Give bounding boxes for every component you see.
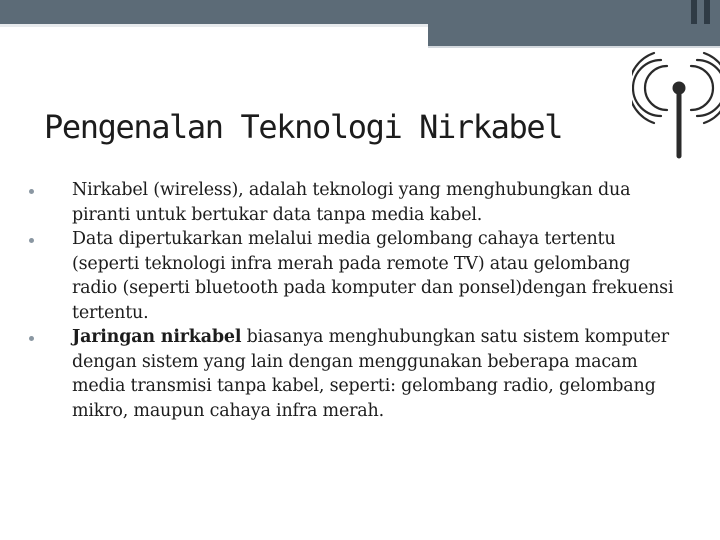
slide-title: Pengenalan Teknologi Nirkabel [44,108,563,146]
header-bar-right [428,0,720,46]
bullet-item [26,227,676,325]
bullet-text: biasanya menghubungkan satu sistem komputer dengan sistem yang lain dengan menggunakan beberapa macam media transmisi tanpa kabel, seperti: gelombang radio, gelombang mikro, maupun cahaya infra merah. [72,327,669,421]
bullet-item [26,178,676,227]
bullet-marker [29,336,34,341]
bullet-item [26,325,676,423]
header-stripe [704,0,710,24]
bullet-text: Data dipertukarkan melalui media gelombang cahaya tertentu (seperti teknologi infra merah pada remote TV) atau gelombang radio (seperti bluetooth pada komputer dan ponsel)dengan frekuensi tertentu. [72,229,674,323]
bullet-text: Nirkabel (wireless), adalah teknologi yang menghubungkan dua piranti untuk bertukar data tanpa media kabel. [72,180,631,225]
bullet-list [26,178,676,423]
bullet-marker [29,238,34,243]
wireless-antenna-icon [632,50,720,160]
bullet-marker [29,189,34,194]
header-stripe [691,0,697,24]
header-right-rule [428,46,720,48]
bullet-bold-term: Jaringan nirkabel [72,327,242,347]
